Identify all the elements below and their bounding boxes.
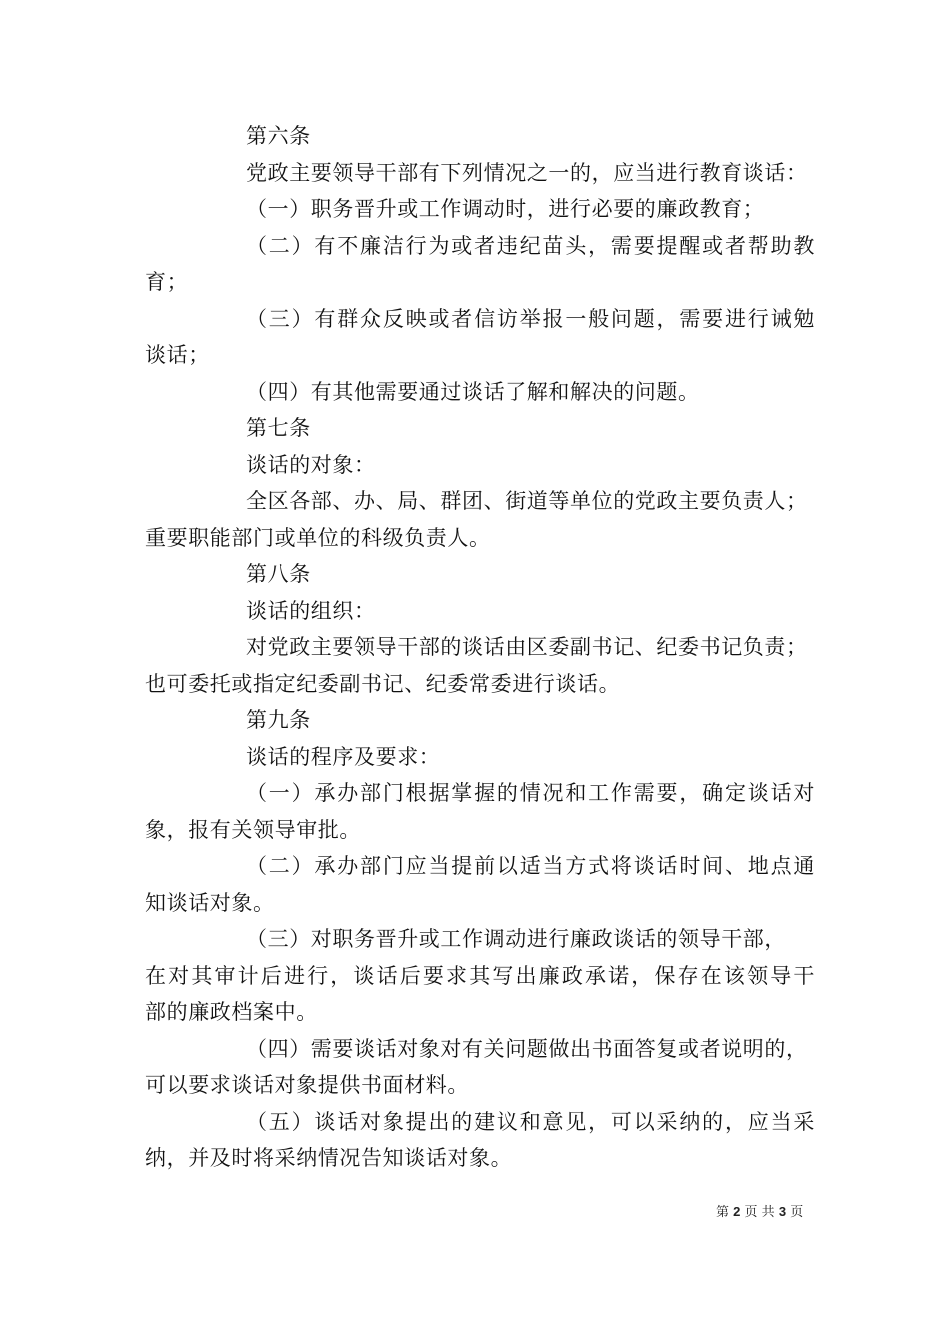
list-item-line: （三）有群众反映或者信访举报一般问题，需要进行诫勉 <box>246 306 815 331</box>
paragraph-line: 对党政主要领导干部的谈话由区委副书记、纪委书记负责； <box>246 635 808 659</box>
article-heading: 第九条 <box>246 708 311 732</box>
paragraph-continuation: 重要职能部门或单位的科级负责人。 <box>145 525 491 550</box>
list-item-line: （二）有不廉洁行为或者违纪苗头，需要提醒或者帮助教 <box>246 233 815 258</box>
article-heading: 第七条 <box>246 416 311 440</box>
list-item-line: （一）职务晋升或工作调动时，进行必要的廉政教育； <box>246 197 765 221</box>
list-item-line: （三）对职务晋升或工作调动进行廉政谈话的领导干部， <box>246 927 786 951</box>
paragraph-line: 党政主要领导干部有下列情况之一的，应当进行教育谈话： <box>246 160 808 185</box>
paragraph-line: 谈话的对象： <box>246 452 376 477</box>
list-item-line: （一）承办部门根据掌握的情况和工作需要，确定谈话对 <box>246 781 815 805</box>
list-item-line: （五）谈话对象提出的建议和意见，可以采纳的，应当采 <box>246 1109 815 1134</box>
list-item-line: （四）有其他需要通过谈话了解和解决的问题。 <box>246 379 700 404</box>
list-item-continuation: 在对其审计后进行，谈话后要求其写出廉政承诺，保存在该领导干 <box>145 963 815 988</box>
list-item-continuation: 谈话； <box>145 343 210 367</box>
footer-middle: 页 共 <box>744 1205 775 1220</box>
list-item-line: （二）承办部门应当提前以适当方式将谈话时间、地点通 <box>246 854 815 878</box>
page-footer <box>716 1203 803 1222</box>
article-heading: 第六条 <box>246 124 311 148</box>
list-item-continuation: 部的廉政档案中。 <box>145 1000 318 1024</box>
list-item-continuation: 可以要求谈话对象提供书面材料。 <box>145 1073 469 1097</box>
list-item-continuation: 育； <box>145 270 189 294</box>
list-item-continuation: 知谈话对象。 <box>145 890 275 915</box>
list-item-continuation: 象，报有关领导审批。 <box>145 817 361 842</box>
list-item-line: （四）需要谈话对象对有关问题做出书面答复或者说明的， <box>246 1036 808 1061</box>
footer-suffix: 页 <box>790 1205 804 1220</box>
paragraph-line: 全区各部、办、局、群团、街道等单位的党政主要负责人； <box>246 489 808 513</box>
footer-prefix: 第 <box>716 1205 730 1220</box>
total-page-number: 3 <box>778 1204 787 1219</box>
current-page-number: 2 <box>733 1204 741 1219</box>
paragraph-continuation: 也可委托或指定纪委副书记、纪委常委进行谈话。 <box>145 671 621 696</box>
list-item-continuation: 纳，并及时将采纳情况告知谈话对象。 <box>145 1146 513 1170</box>
article-heading: 第八条 <box>246 562 311 586</box>
paragraph-line: 谈话的组织： <box>246 598 376 623</box>
document-body <box>145 118 815 1177</box>
paragraph-line: 谈话的程序及要求： <box>246 744 441 769</box>
